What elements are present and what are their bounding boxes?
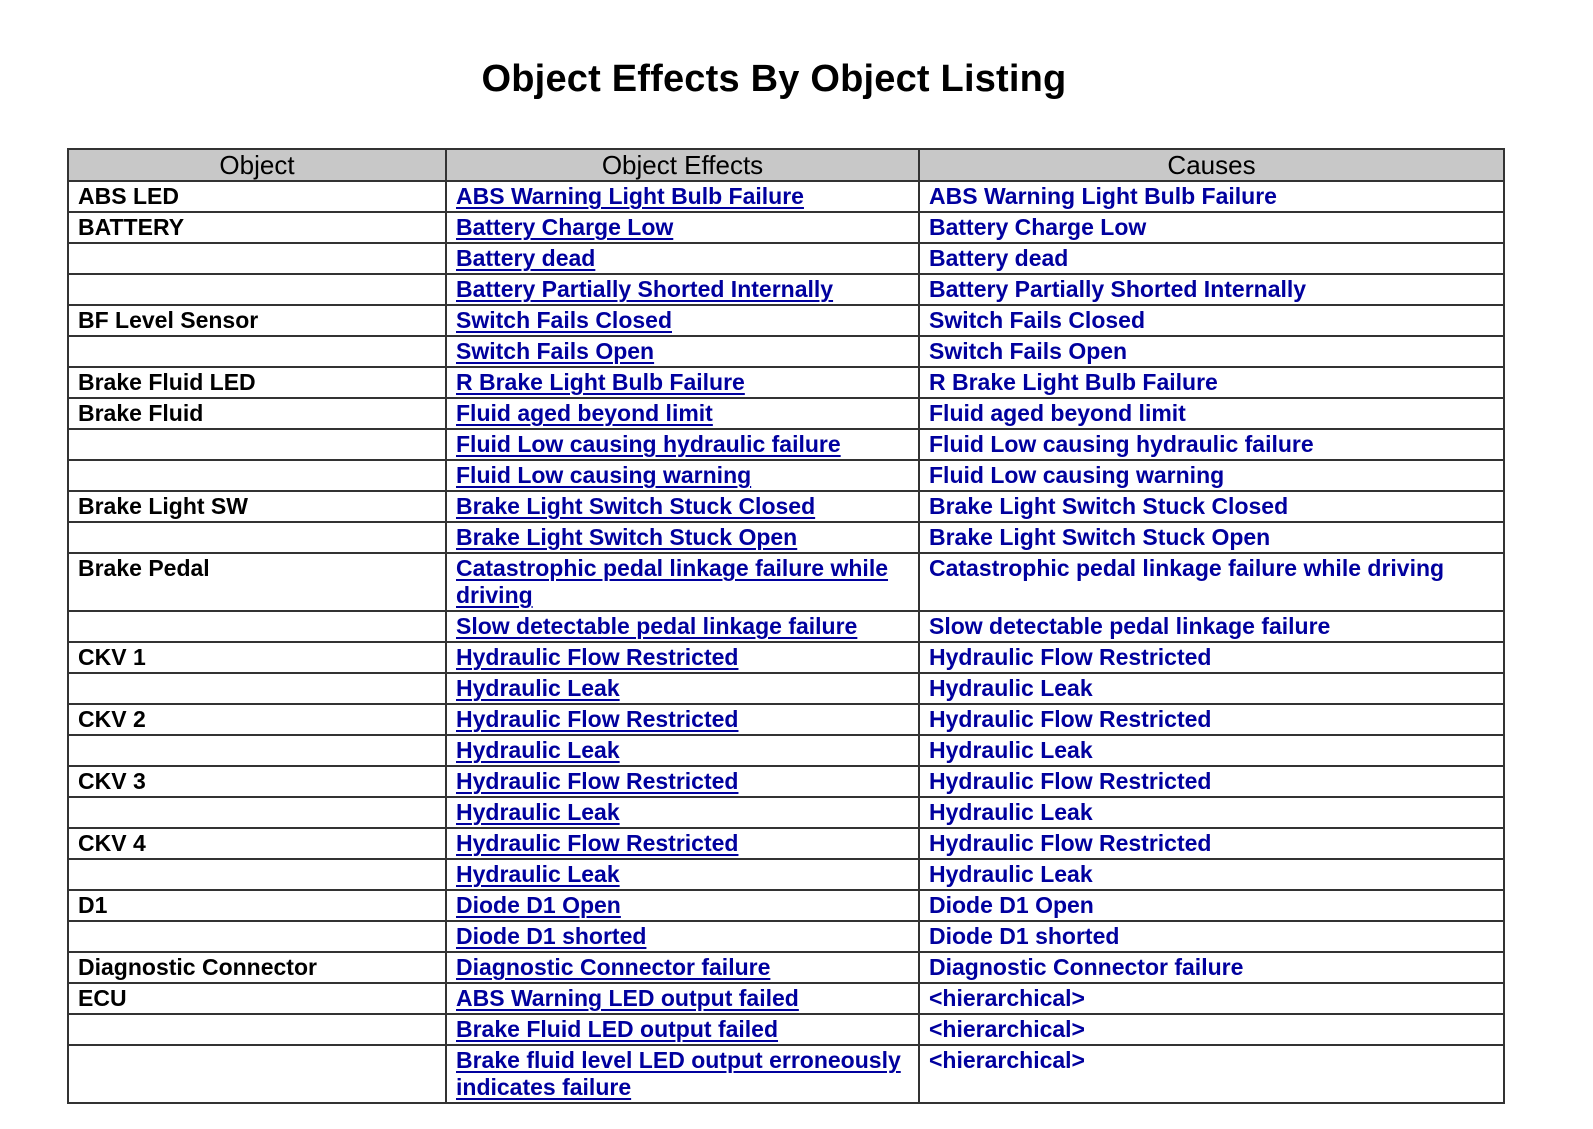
table-row	[68, 212, 1504, 243]
object-cell	[68, 336, 446, 367]
cause-cell: Fluid aged beyond limit	[919, 398, 1504, 429]
effect-cell	[446, 1045, 919, 1103]
object-cell	[68, 921, 446, 952]
effect-link[interactable]: ABS Warning Light Bulb Failure	[456, 183, 804, 209]
effect-cell	[446, 305, 919, 336]
object-cell: Brake Light SW	[68, 491, 446, 522]
effect-link[interactable]: Diode D1 Open	[456, 892, 621, 918]
cause-cell: Hydraulic Flow Restricted	[919, 704, 1504, 735]
table-header-row	[68, 149, 1504, 181]
effect-cell	[446, 766, 919, 797]
effect-link[interactable]: ABS Warning LED output failed	[456, 985, 799, 1011]
cause-cell: Brake Light Switch Stuck Open	[919, 522, 1504, 553]
effect-cell	[446, 243, 919, 274]
object-cell	[68, 522, 446, 553]
effect-cell	[446, 367, 919, 398]
object-cell: CKV 2	[68, 704, 446, 735]
effect-link[interactable]: Hydraulic Leak	[456, 737, 620, 763]
table-row	[68, 336, 1504, 367]
object-cell	[68, 859, 446, 890]
cause-cell: Hydraulic Leak	[919, 859, 1504, 890]
effect-cell	[446, 491, 919, 522]
table-row	[68, 890, 1504, 921]
cause-cell: <hierarchical>	[919, 1045, 1504, 1103]
table-row	[68, 429, 1504, 460]
table-row	[68, 859, 1504, 890]
table-body	[68, 181, 1504, 1103]
object-effects-table	[67, 148, 1505, 1104]
table-row	[68, 704, 1504, 735]
effect-link[interactable]: Diagnostic Connector failure	[456, 954, 771, 980]
cause-cell: Diode D1 shorted	[919, 921, 1504, 952]
object-cell	[68, 611, 446, 642]
table-row	[68, 766, 1504, 797]
cause-cell: Fluid Low causing warning	[919, 460, 1504, 491]
cause-cell: Battery dead	[919, 243, 1504, 274]
object-cell: D1	[68, 890, 446, 921]
effect-link[interactable]: Battery Charge Low	[456, 214, 674, 240]
effect-cell	[446, 952, 919, 983]
cause-cell: Switch Fails Open	[919, 336, 1504, 367]
table-row	[68, 1045, 1504, 1103]
effect-link[interactable]: Hydraulic Flow Restricted	[456, 768, 739, 794]
effect-link[interactable]: Diode D1 shorted	[456, 923, 647, 949]
effect-cell	[446, 1014, 919, 1045]
effect-cell	[446, 429, 919, 460]
cause-cell: Hydraulic Leak	[919, 797, 1504, 828]
object-cell: BATTERY	[68, 212, 446, 243]
effect-link[interactable]: Brake fluid level LED output erroneously indicates failure	[456, 1047, 901, 1100]
table-row	[68, 305, 1504, 336]
effect-link[interactable]: Fluid Low causing hydraulic failure	[456, 431, 841, 457]
cause-cell: Hydraulic Flow Restricted	[919, 828, 1504, 859]
cause-cell: <hierarchical>	[919, 1014, 1504, 1045]
effect-cell	[446, 611, 919, 642]
effect-cell	[446, 673, 919, 704]
cause-cell: Catastrophic pedal linkage failure while driving	[919, 553, 1504, 611]
effect-link[interactable]: Fluid Low causing warning	[456, 462, 752, 488]
cause-cell: Diagnostic Connector failure	[919, 952, 1504, 983]
table-row	[68, 274, 1504, 305]
object-cell	[68, 1045, 446, 1103]
cause-cell: Diode D1 Open	[919, 890, 1504, 921]
effect-cell	[446, 336, 919, 367]
effect-link[interactable]: Hydraulic Flow Restricted	[456, 644, 739, 670]
object-cell: ABS LED	[68, 181, 446, 212]
effect-link[interactable]: Fluid aged beyond limit	[456, 400, 713, 426]
cause-cell: Slow detectable pedal linkage failure	[919, 611, 1504, 642]
table-row	[68, 522, 1504, 553]
table-row	[68, 735, 1504, 766]
effect-cell	[446, 460, 919, 491]
effect-link[interactable]: Slow detectable pedal linkage failure	[456, 613, 858, 639]
table-row	[68, 952, 1504, 983]
object-cell: Diagnostic Connector	[68, 952, 446, 983]
effect-cell	[446, 212, 919, 243]
effect-cell	[446, 859, 919, 890]
table-row	[68, 642, 1504, 673]
effect-cell	[446, 983, 919, 1014]
object-cell: CKV 4	[68, 828, 446, 859]
object-cell: CKV 1	[68, 642, 446, 673]
effect-cell	[446, 274, 919, 305]
table-row	[68, 828, 1504, 859]
table-row	[68, 398, 1504, 429]
effect-link[interactable]: Hydraulic Flow Restricted	[456, 706, 739, 732]
effect-cell	[446, 828, 919, 859]
cause-cell: Fluid Low causing hydraulic failure	[919, 429, 1504, 460]
table-row	[68, 611, 1504, 642]
effect-link[interactable]: Hydraulic Flow Restricted	[456, 830, 739, 856]
cause-cell: <hierarchical>	[919, 983, 1504, 1014]
effect-cell	[446, 522, 919, 553]
cause-cell: Switch Fails Closed	[919, 305, 1504, 336]
effect-cell	[446, 797, 919, 828]
effect-link[interactable]: Battery dead	[456, 245, 596, 271]
cause-cell: ABS Warning Light Bulb Failure	[919, 181, 1504, 212]
effect-link[interactable]: Hydraulic Leak	[456, 675, 620, 701]
table-row	[68, 181, 1504, 212]
effect-link[interactable]: Hydraulic Leak	[456, 799, 620, 825]
object-cell: CKV 3	[68, 766, 446, 797]
object-cell	[68, 673, 446, 704]
table-row	[68, 673, 1504, 704]
cause-cell: Hydraulic Flow Restricted	[919, 642, 1504, 673]
effect-link[interactable]: Brake Light Switch Stuck Open	[456, 524, 798, 550]
object-cell: Brake Fluid	[68, 398, 446, 429]
table-row	[68, 797, 1504, 828]
effect-cell	[446, 921, 919, 952]
cause-cell: Hydraulic Leak	[919, 673, 1504, 704]
effect-link[interactable]: R Brake Light Bulb Failure	[456, 369, 745, 395]
table-row	[68, 983, 1504, 1014]
object-cell	[68, 1014, 446, 1045]
effect-cell	[446, 704, 919, 735]
table-row	[68, 460, 1504, 491]
effect-cell	[446, 398, 919, 429]
object-cell	[68, 429, 446, 460]
cause-cell: Hydraulic Leak	[919, 735, 1504, 766]
effect-cell	[446, 642, 919, 673]
effect-link[interactable]: Brake Fluid LED output failed	[456, 1016, 779, 1042]
effect-link[interactable]: Switch Fails Closed	[456, 307, 672, 333]
table-row	[68, 921, 1504, 952]
effect-cell	[446, 553, 919, 611]
cause-cell: Battery Charge Low	[919, 212, 1504, 243]
effect-cell	[446, 735, 919, 766]
object-cell: Brake Pedal	[68, 553, 446, 611]
cause-cell: R Brake Light Bulb Failure	[919, 367, 1504, 398]
page-title: Object Effects By Object Listing	[481, 58, 1067, 100]
object-cell	[68, 274, 446, 305]
effect-link[interactable]: Hydraulic Leak	[456, 861, 620, 887]
object-cell	[68, 243, 446, 274]
effect-link[interactable]: Switch Fails Open	[456, 338, 655, 364]
column-header-causes: Causes	[919, 149, 1504, 181]
object-cell: Brake Fluid LED	[68, 367, 446, 398]
object-cell: BF Level Sensor	[68, 305, 446, 336]
column-header-object-effects: Object Effects	[446, 149, 919, 181]
table-row	[68, 243, 1504, 274]
cause-cell: Battery Partially Shorted Internally	[919, 274, 1504, 305]
effect-cell	[446, 890, 919, 921]
cause-cell: Hydraulic Flow Restricted	[919, 766, 1504, 797]
effect-link[interactable]: Battery Partially Shorted Internally	[456, 276, 834, 302]
object-cell	[68, 797, 446, 828]
cause-cell: Brake Light Switch Stuck Closed	[919, 491, 1504, 522]
object-cell	[68, 460, 446, 491]
effect-link[interactable]: Catastrophic pedal linkage failure while driving	[456, 555, 889, 608]
table-row	[68, 1014, 1504, 1045]
object-cell: ECU	[68, 983, 446, 1014]
column-header-object: Object	[68, 149, 446, 181]
effect-cell	[446, 181, 919, 212]
effect-link[interactable]: Brake Light Switch Stuck Closed	[456, 493, 816, 519]
object-cell	[68, 735, 446, 766]
table-row	[68, 367, 1504, 398]
table-row	[68, 491, 1504, 522]
table-row	[68, 553, 1504, 611]
